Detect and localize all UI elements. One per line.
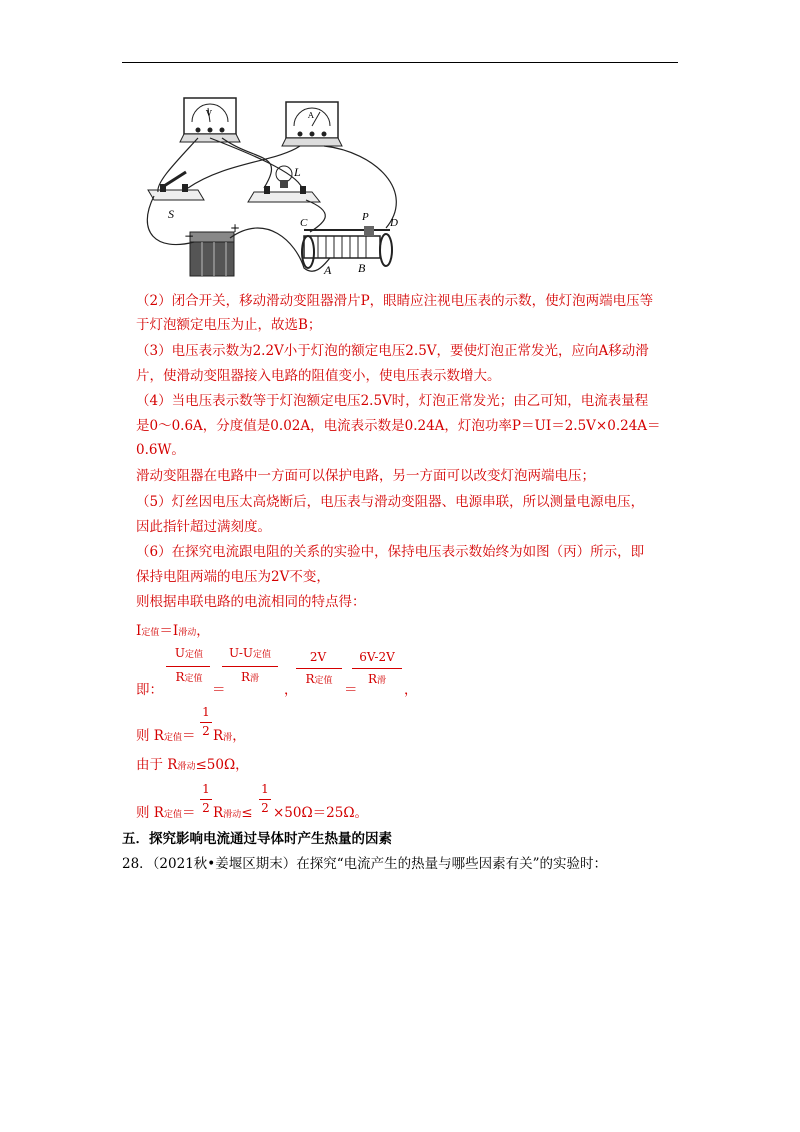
label-S: S [168, 207, 174, 221]
answer-line-p6b: 保持电阻两端的电压为2V不变， [136, 569, 330, 585]
answer-line-p5b: 因此指针超过满刻度。 [136, 519, 271, 535]
answer-line-p6a: （6）在探究电流跟电阻的关系的实验中，保持电压表示数始终为如图（丙）所示，即 [136, 544, 645, 560]
answer-line-p5a: （5）灯丝因电压太高烧断后，电压表与滑动变阻器、电源串联，所以测量电源电压， [136, 494, 645, 510]
question-28: 28．（2021秋•姜堰区期末）在探究“电流产生的热量与哪些因素有关”的实验时： [122, 856, 608, 872]
answer-line-p2b: 于灯泡额定电压为止，故选B； [136, 317, 322, 333]
battery-icon [190, 232, 234, 276]
answer-line-p4d: 滑动变阻器在电路中一方面可以保护电路，另一方面可以改变灯泡两端电压； [136, 468, 595, 484]
label-C: C [300, 217, 308, 229]
rheostat-icon [302, 226, 392, 268]
ammeter-label: A [308, 111, 314, 120]
label-P: P [362, 211, 369, 223]
label-L: L [294, 165, 301, 179]
label-B: B [358, 261, 366, 275]
answer-line-p4a: （4）当电压表示数等于灯泡额定电压2.5V时，灯泡正常发光；由乙可知，电流表量程 [136, 393, 649, 409]
switch-icon [148, 172, 204, 200]
answer-line-p3b: 片，使滑动变阻器接入电路的阻值变小，使电压表示数增大。 [136, 368, 501, 384]
voltmeter-icon [180, 98, 240, 142]
ammeter-icon [282, 102, 342, 146]
circuit-figure [136, 92, 416, 284]
answer-line-p2a: （2）闭合开关，移动滑动变阻器滑片P，眼睛应注视电压表的示数，使灯泡两端电压等 [136, 293, 654, 309]
header-rule [122, 62, 678, 63]
label-D: D [390, 217, 398, 229]
answer-line-p4b: 是0～0.6A，分度值是0.02A，电流表示数是0.24A，灯泡功率P＝UI＝2.5V×0.24A＝ [136, 418, 661, 434]
label-minus: − [184, 229, 195, 243]
equation-r-slide-max: 由于 R滑动≤50Ω， [136, 757, 249, 773]
answer-line-p3a: （3）电压表示数为2.2V小于灯泡的额定电压2.5V，要使灯泡正常发光，应向A移动滑 [136, 343, 649, 359]
voltmeter-label: V [206, 109, 212, 118]
answer-line-p4c: 0.6W。 [136, 442, 185, 458]
equation-current-equal: I定值＝I滑动， [136, 623, 210, 639]
section-title: 五．探究影响电流通过导体时产生热量的因素 [122, 831, 392, 847]
answer-line-p6c: 则根据串联电路的电流相同的特点得： [136, 594, 366, 610]
label-plus: + [230, 221, 241, 235]
label-A: A [324, 263, 332, 277]
